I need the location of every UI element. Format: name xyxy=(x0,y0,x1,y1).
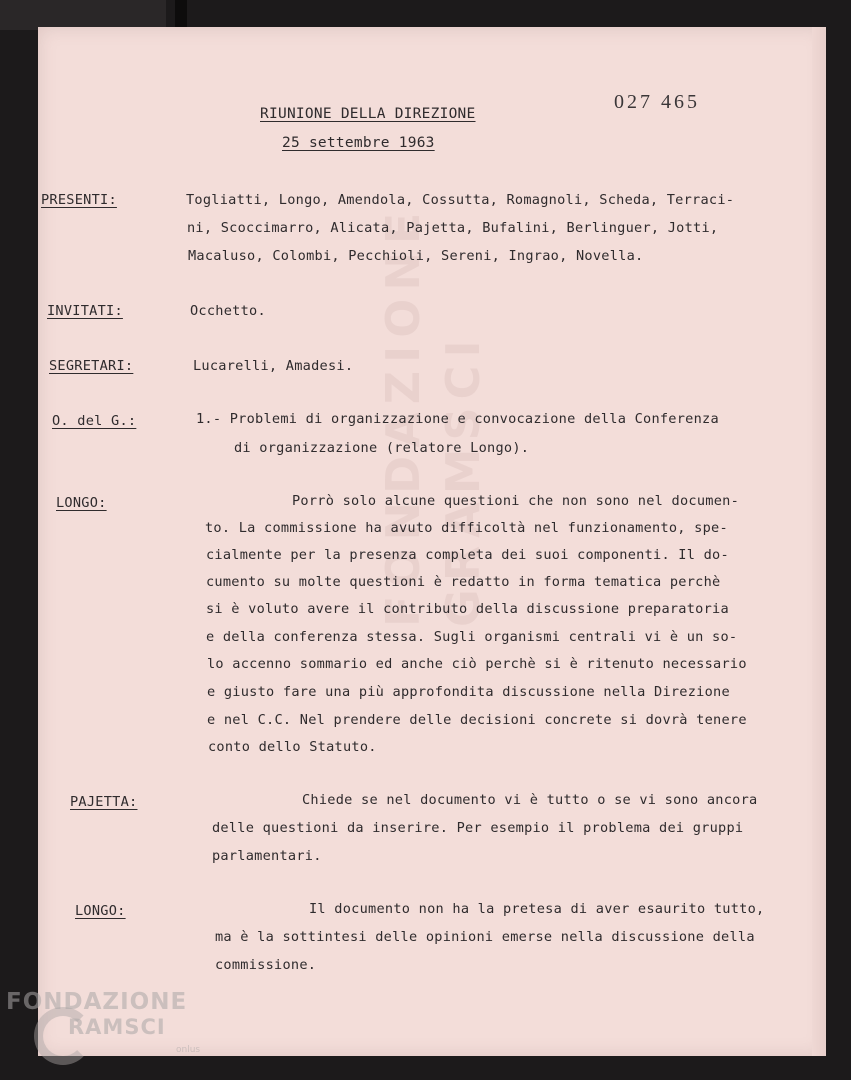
watermark-line: onlus xyxy=(176,1045,201,1055)
segretari-text: Lucarelli, Amadesi. xyxy=(193,358,354,374)
scan-background-tab xyxy=(175,0,187,30)
watermark-line: FONDAZIONE xyxy=(6,989,188,1015)
document-title: RIUNIONE DELLA DIREZIONE xyxy=(260,106,476,122)
intervention-line: Chiede se nel documento vi è tutto o se vi sono ancora xyxy=(302,792,758,808)
intervention-line: ma è la sottintesi delle opinioni emerse nella discussione della xyxy=(215,929,755,945)
intervention-line: cumento su molte questioni è redatto in forma tematica perchè xyxy=(206,574,721,590)
segretari-label: SEGRETARI: xyxy=(49,358,134,374)
invitati-text: Occhetto. xyxy=(190,303,266,319)
presenti-label: PRESENTI: xyxy=(41,192,117,208)
intervention-line: delle questioni da inserire. Per esempio il problema dei gruppi xyxy=(212,820,744,836)
document-number: 027 465 xyxy=(614,91,700,113)
intervention-line: commissione. xyxy=(215,957,317,973)
odg-label: O. del G.: xyxy=(52,413,137,429)
intervention-line: e giusto fare una più approfondita discussione nella Direzione xyxy=(207,684,730,700)
intervention-line: to. La commissione ha avuto difficoltà nel funzionamento, spe- xyxy=(205,520,728,536)
page-edge-shadow xyxy=(812,27,826,1056)
speaker-label: LONGO: xyxy=(75,903,126,919)
intervention-line: lo accenno sommario ed anche ciò perchè si è ritenuto necessario xyxy=(207,656,747,672)
odg-line: 1.- Problemi di organizzazione e convocazione della Conferenza xyxy=(196,411,719,427)
intervention-line: si è voluto avere il contributo della discussione preparatoria xyxy=(206,601,729,617)
watermark-line: RAMSCI xyxy=(68,1015,166,1039)
intervention-line: e della conferenza stessa. Sugli organismi centrali vi è un so- xyxy=(206,629,738,645)
document-page xyxy=(38,27,825,1056)
speaker-label: LONGO: xyxy=(56,495,107,511)
faded-archive-stamp: FONDAZIONE GRAMSCI xyxy=(376,204,490,627)
intervention-line: Il documento non ha la pretesa di aver esaurito tutto, xyxy=(309,901,765,917)
fondazione-gramsci-watermark xyxy=(6,985,216,1075)
intervention-line: parlamentari. xyxy=(212,848,322,864)
speaker-label: PAJETTA: xyxy=(70,794,138,810)
intervention-line: e nel C.C. Nel prendere delle decisioni concrete si dovrà tenere xyxy=(207,712,747,728)
intervention-line: Porrò solo alcune questioni che non sono nel documen- xyxy=(292,493,740,509)
presenti-line: Macaluso, Colombi, Pecchioli, Sereni, Ingrao, Novella. xyxy=(188,248,644,264)
presenti-line: ni, Scoccimarro, Alicata, Pajetta, Bufalini, Berlinguer, Jotti, xyxy=(187,220,719,236)
odg-line: di organizzazione (relatore Longo). xyxy=(234,440,530,456)
document-date: 25 settembre 1963 xyxy=(282,135,435,151)
intervention-line: cialmente per la presenza completa dei suoi componenti. Il do- xyxy=(206,547,729,563)
intervention-line: conto dello Statuto. xyxy=(208,739,377,755)
invitati-label: INVITATI: xyxy=(47,303,123,319)
presenti-line: Togliatti, Longo, Amendola, Cossutta, Romagnoli, Scheda, Terraci- xyxy=(186,192,735,208)
scan-background-strip xyxy=(0,0,166,30)
